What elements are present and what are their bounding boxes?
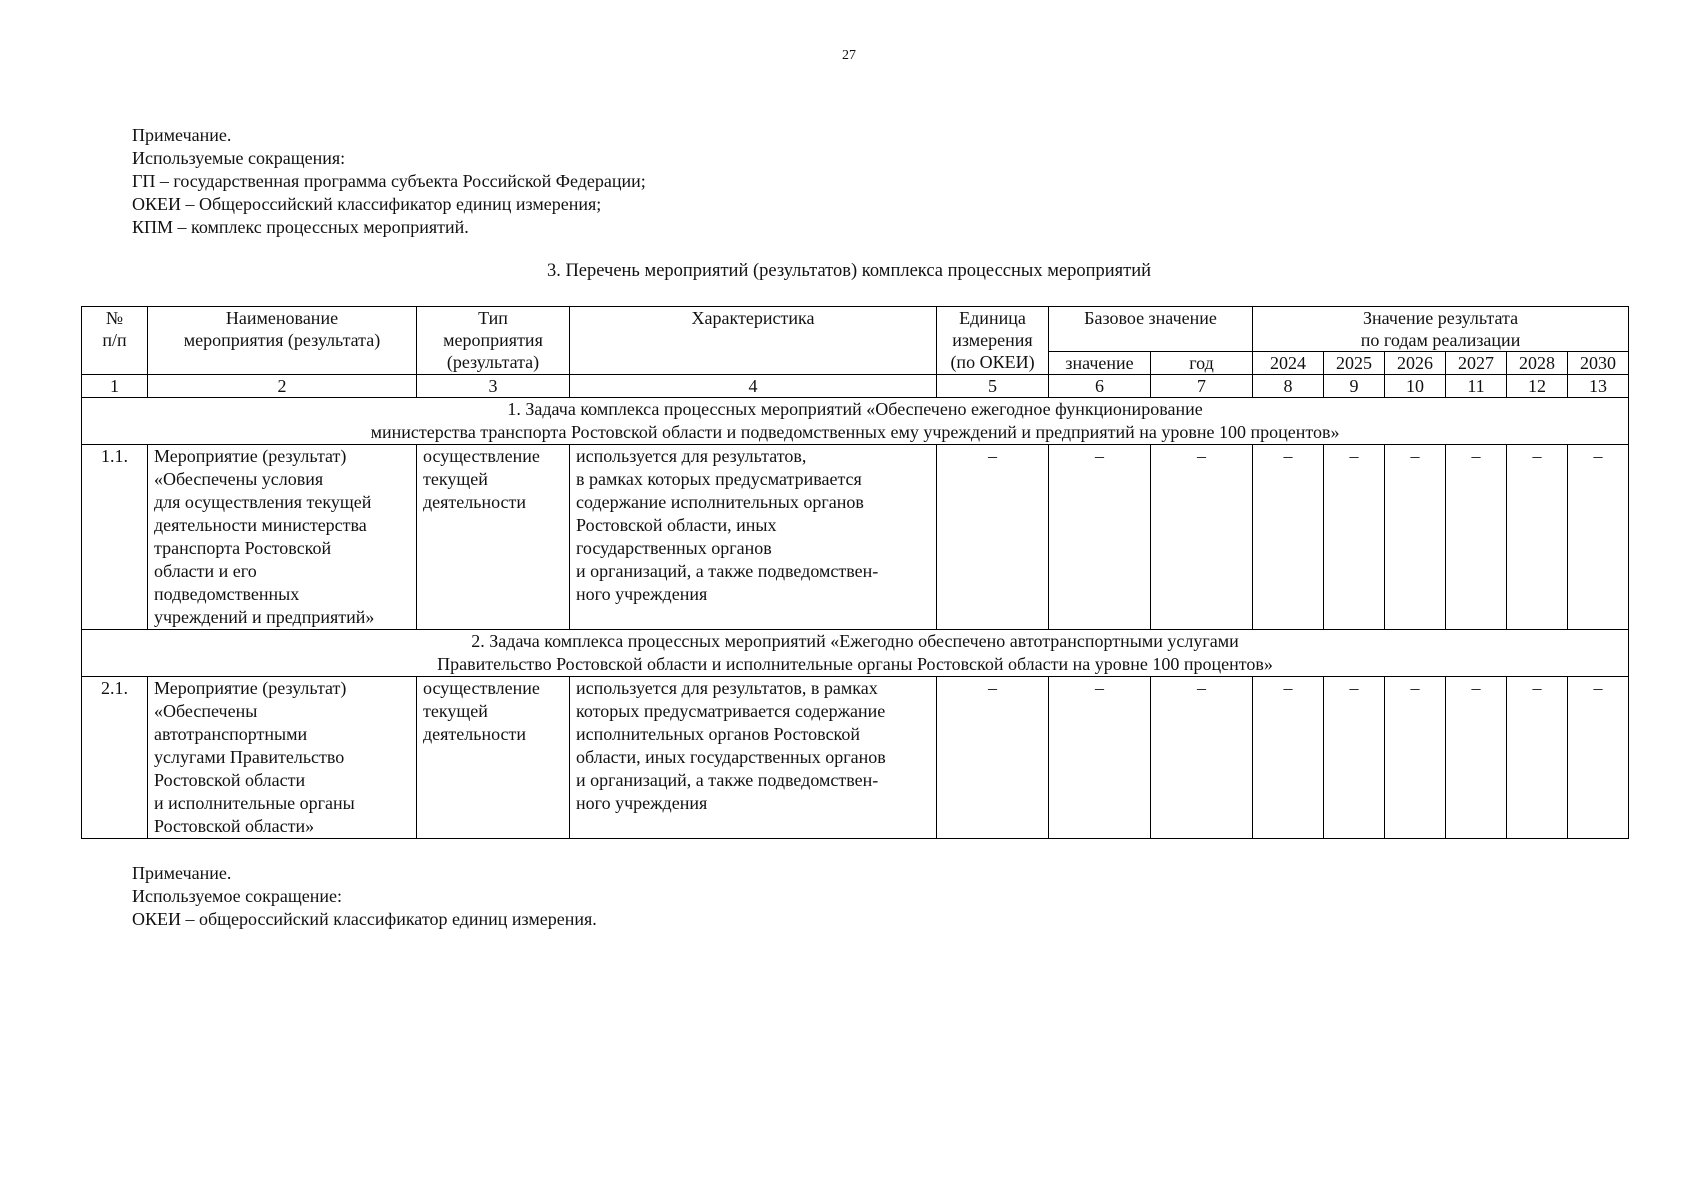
- task-1-title: 1. Задача комплекса процессных мероприятий «Обеспечено ежегодное функционирование министерства транспорта Ростовской области и подведомственных ему учреждений и предприятий на уровне 100 процентов»: [82, 398, 1629, 445]
- row-unit: –: [937, 445, 1049, 630]
- note-line: КПМ – комплекс процессных мероприятий.: [132, 217, 469, 237]
- task-row: [82, 630, 1629, 677]
- header-year: 2024: [1253, 352, 1324, 375]
- page-number: 27: [842, 48, 856, 63]
- note-line: Используемое сокращение:: [132, 886, 342, 906]
- column-number: 9: [1324, 375, 1385, 398]
- row-value-2027: –: [1446, 677, 1507, 839]
- row-base-year: –: [1151, 445, 1253, 630]
- note-line: ОКЕИ – общероссийский классификатор единиц измерения.: [132, 909, 597, 929]
- header-year: 2027: [1446, 352, 1507, 375]
- header-base-value-sub: значение: [1049, 352, 1151, 375]
- note-line: Используемые сокращения:: [132, 148, 346, 168]
- task-2-title: 2. Задача комплекса процессных мероприятий «Ежегодно обеспечено автотранспортными услугами Правительство Ростовской области и исполнительные органы Ростовской области на уровне 100 процентов»: [82, 630, 1629, 677]
- row-num: 2.1.: [82, 677, 148, 839]
- column-numbers-row: [82, 375, 1629, 398]
- note-line: ОКЕИ – Общероссийский классификатор единиц измерения;: [132, 194, 602, 214]
- row-base-year: –: [1151, 677, 1253, 839]
- row-value-2028: –: [1507, 677, 1568, 839]
- row-name: Мероприятие (результат) «Обеспечены автотранспортными услугами Правительство Ростовской области и исполнительные органы Ростовской области»: [148, 677, 417, 839]
- note-line: Примечание.: [132, 125, 232, 145]
- row-base-value: –: [1049, 677, 1151, 839]
- row-type: осуществление текущей деятельности: [417, 677, 570, 839]
- row-value-2024: –: [1253, 677, 1324, 839]
- section-title: 3. Перечень мероприятий (результатов) комплекса процессных мероприятий: [546, 261, 1152, 281]
- row-value-2030: –: [1568, 677, 1629, 839]
- row-value-2025: –: [1324, 445, 1385, 630]
- row-characteristic: используется для результатов, в рамках которых предусматривается содержание исполнительных органов Ростовской области, иных государственных органов и организаций, а также подведомствен- ного учреждения: [570, 677, 937, 839]
- row-value-2028: –: [1507, 445, 1568, 630]
- row-value-2030: –: [1568, 445, 1629, 630]
- header-result-value: Значение результата по годам реализации: [1253, 307, 1629, 352]
- header-type: Тип мероприятия (результата): [417, 307, 570, 375]
- table-row: [82, 677, 1629, 839]
- table-row: [82, 445, 1629, 630]
- task-row: [82, 398, 1629, 445]
- measures-table: [81, 306, 1629, 839]
- column-number: 12: [1507, 375, 1568, 398]
- header-year: 2028: [1507, 352, 1568, 375]
- row-base-value: –: [1049, 445, 1151, 630]
- row-name: Мероприятие (результат) «Обеспечены условия для осуществления текущей деятельности министерства транспорта Ростовской области и его подведомственных учреждений и предприятий»: [148, 445, 417, 630]
- header-name: Наименование мероприятия (результата): [148, 307, 417, 375]
- row-value-2027: –: [1446, 445, 1507, 630]
- row-type: осуществление текущей деятельности: [417, 445, 570, 630]
- header-row-1: [82, 307, 1629, 352]
- column-number: 13: [1568, 375, 1629, 398]
- row-value-2024: –: [1253, 445, 1324, 630]
- column-number: 7: [1151, 375, 1253, 398]
- row-value-2025: –: [1324, 677, 1385, 839]
- column-number: 4: [570, 375, 937, 398]
- note-line: Примечание.: [132, 863, 232, 883]
- column-number: 11: [1446, 375, 1507, 398]
- row-unit: –: [937, 677, 1049, 839]
- row-value-2026: –: [1385, 445, 1446, 630]
- note-bottom: [132, 862, 597, 931]
- column-number: 2: [148, 375, 417, 398]
- note-top: [132, 124, 646, 239]
- row-num: 1.1.: [82, 445, 148, 630]
- note-line: ГП – государственная программа субъекта Российской Федерации;: [132, 171, 646, 191]
- header-base-year-sub: год: [1151, 352, 1253, 375]
- column-number: 1: [82, 375, 148, 398]
- row-characteristic: используется для результатов, в рамках которых предусматривается содержание исполнительных органов Ростовской области, иных государственных органов и организаций, а также подведомствен- ного учреждения: [570, 445, 937, 630]
- column-number: 6: [1049, 375, 1151, 398]
- header-characteristic: Характеристика: [570, 307, 937, 375]
- column-number: 5: [937, 375, 1049, 398]
- header-base-value: Базовое значение: [1049, 307, 1253, 352]
- header-year: 2030: [1568, 352, 1629, 375]
- column-number: 3: [417, 375, 570, 398]
- column-number: 10: [1385, 375, 1446, 398]
- row-value-2026: –: [1385, 677, 1446, 839]
- column-number: 8: [1253, 375, 1324, 398]
- header-unit: Единица измерения (по ОКЕИ): [937, 307, 1049, 375]
- header-year: 2025: [1324, 352, 1385, 375]
- header-year: 2026: [1385, 352, 1446, 375]
- header-num: № п/п: [82, 307, 148, 375]
